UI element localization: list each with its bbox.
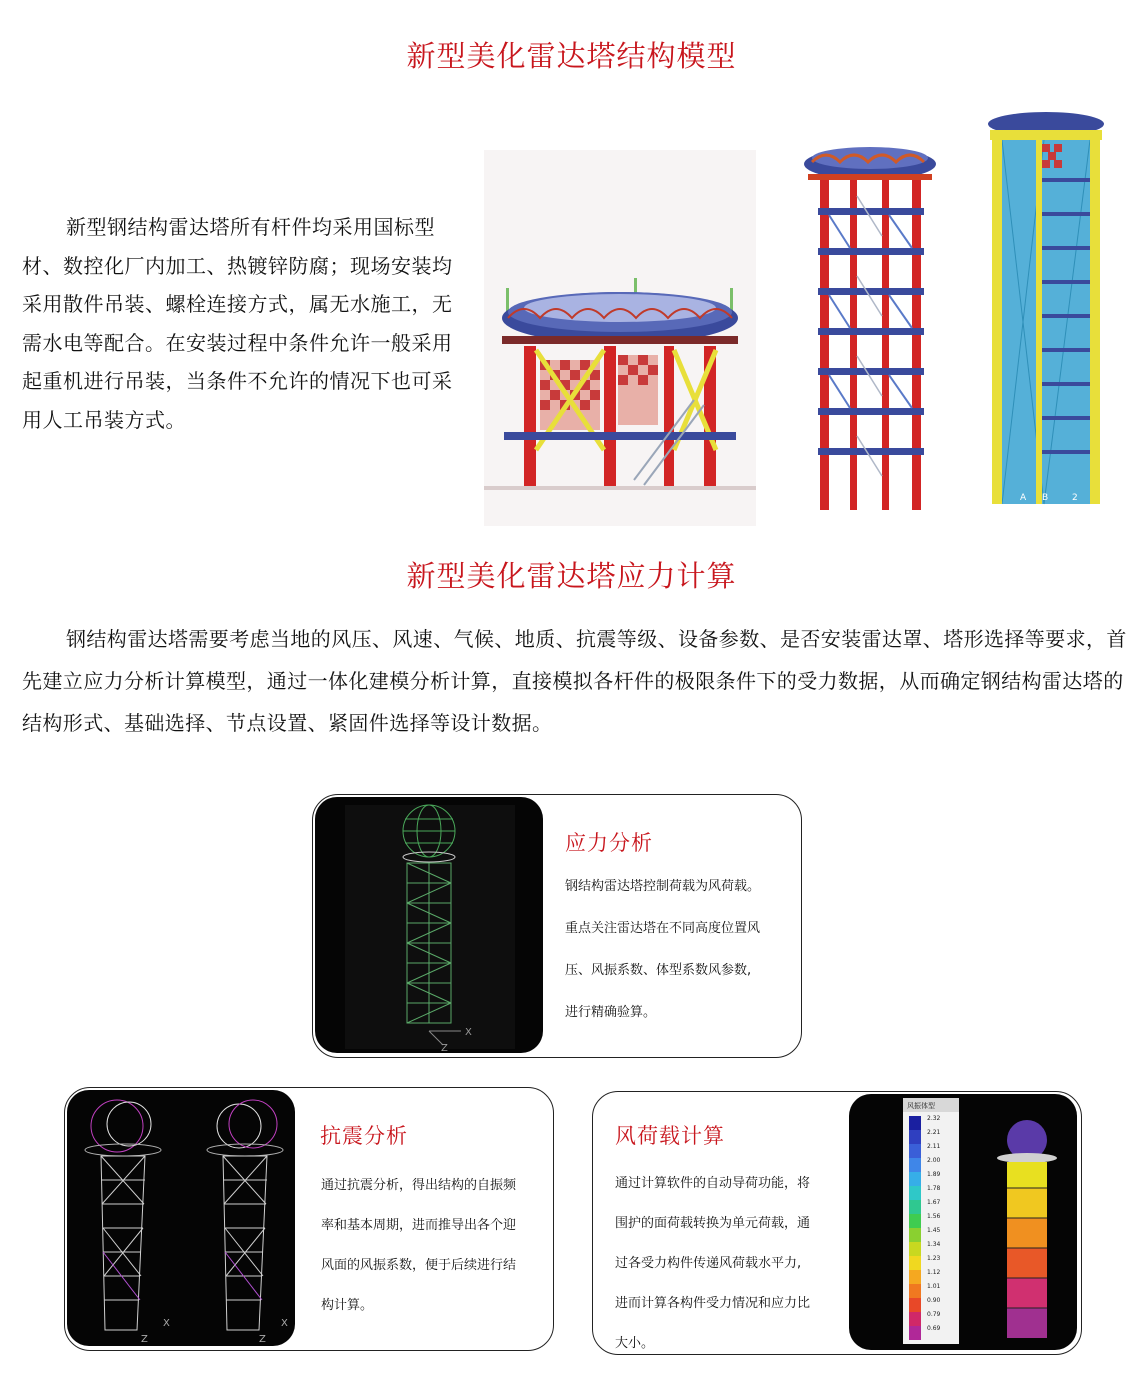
legend-swatch xyxy=(909,1116,921,1130)
legend-value: 2.11 xyxy=(927,1143,941,1150)
legend-swatch xyxy=(909,1284,921,1298)
card-title-wind: 风荷载计算 xyxy=(615,1124,725,1148)
legend-swatch xyxy=(909,1298,921,1312)
wind-line-3: 过各受力构件传递风荷载水平力, xyxy=(615,1256,802,1271)
seismic-axis-x-1: X xyxy=(163,1318,170,1329)
legend-value: 2.32 xyxy=(927,1115,941,1122)
card-wind-load xyxy=(592,1091,1082,1355)
legend-swatch xyxy=(909,1186,921,1200)
legend-value: 1.01 xyxy=(927,1283,941,1290)
seismic-line-3: 风面的风振系数，便于后续进行结 xyxy=(321,1258,517,1273)
wind-line-2: 围护的面荷载转换为单元荷载，通 xyxy=(615,1216,811,1231)
seismic-line-4: 构计算。 xyxy=(321,1298,374,1313)
tower-enclosed-render xyxy=(984,104,1116,512)
legend-swatch xyxy=(909,1326,921,1340)
seismic-axis-z-1: Z xyxy=(141,1334,148,1345)
legend-title: 风振体型 xyxy=(907,1102,935,1110)
legend-swatch xyxy=(909,1200,921,1214)
legend-swatch xyxy=(909,1144,921,1158)
legend-swatch xyxy=(909,1242,921,1256)
seismic-axis-z-2: Z xyxy=(259,1334,266,1345)
card-title-stress: 应力分析 xyxy=(565,831,653,855)
card-text-stress xyxy=(565,873,797,1027)
legend-swatch xyxy=(909,1172,921,1186)
legend-value: 0.90 xyxy=(927,1297,941,1304)
legend-swatch xyxy=(909,1228,921,1242)
axis-label-b: B xyxy=(1042,493,1049,503)
structure-model-description xyxy=(22,208,467,439)
legend-value: 1.34 xyxy=(927,1241,941,1248)
legend-value: 2.00 xyxy=(927,1157,941,1164)
section-title-structure-model: 新型美化雷达塔结构模型 xyxy=(406,39,737,73)
legend-value: 1.78 xyxy=(927,1185,941,1192)
legend-swatch xyxy=(909,1130,921,1144)
tower-platform-render xyxy=(484,150,756,526)
axis-label-2: 2 xyxy=(1072,493,1078,503)
tower-lattice-render xyxy=(800,136,940,520)
card-title-seismic: 抗震分析 xyxy=(320,1124,408,1148)
legend-value: 1.23 xyxy=(927,1255,941,1262)
stress-calculation-description xyxy=(22,618,1127,744)
card-stress-analysis xyxy=(312,794,802,1058)
wind-line-5: 大小。 xyxy=(615,1336,655,1351)
stress-line-4: 进行精确验算。 xyxy=(565,1005,657,1020)
card-seismic-analysis xyxy=(64,1087,554,1351)
axis-label-a: A xyxy=(1020,493,1027,503)
stress-line-3: 压、风振系数、体型系数风参数, xyxy=(565,963,752,978)
wind-line-4: 进而计算各构件受力情况和应力比 xyxy=(615,1296,811,1311)
wind-load-image xyxy=(849,1094,1077,1350)
seismic-line-1: 通过抗震分析，得出结构的自振频 xyxy=(321,1178,517,1193)
legend-value: 0.79 xyxy=(927,1311,941,1318)
legend-swatch xyxy=(909,1214,921,1228)
stress-axis-x: X xyxy=(465,1027,472,1038)
card-text-seismic xyxy=(321,1166,549,1326)
stress-model-image xyxy=(315,797,543,1053)
structure-model-text: 新型钢结构雷达塔所有杆件均采用国标型材、数控化厂内加工、热镀锌防腐；现场安装均采用散件吊装、螺栓连接方式，属无水施工，无需水电等配合。在安装过程中条件允许一般采用起重机进行吊装，当条件不允许的情况下也可采用人工吊装方式。 xyxy=(22,215,453,432)
legend-value: 1.89 xyxy=(927,1171,941,1178)
legend-value: 1.12 xyxy=(927,1269,941,1276)
seismic-line-2: 率和基本周期，进而推导出各个迎 xyxy=(321,1218,517,1233)
stress-calculation-text: 钢结构雷达塔需要考虑当地的风压、风速、气候、地质、抗震等级、设备参数、是否安装雷达罩、塔形选择等要求，首先建立应力分析计算模型，通过一体化建模分析计算，直接模拟各杆件的极限条件下的受力数据，从而确定钢结构雷达塔的结构形式、基础选择、节点设置、紧固件选择等设计数据。 xyxy=(22,627,1127,735)
seismic-model-image xyxy=(67,1090,295,1346)
legend-swatch xyxy=(909,1256,921,1270)
card-text-wind xyxy=(615,1164,847,1355)
stress-line-2: 重点关注雷达塔在不同高度位置风 xyxy=(565,921,761,936)
legend-swatch xyxy=(909,1158,921,1172)
stress-axis-z: Z xyxy=(441,1043,448,1053)
wind-line-1: 通过计算软件的自动导荷功能，将 xyxy=(615,1176,811,1191)
legend-value: 2.21 xyxy=(927,1129,941,1136)
legend-swatch xyxy=(909,1312,921,1326)
legend-value: 1.56 xyxy=(927,1213,941,1220)
legend-swatch xyxy=(909,1270,921,1284)
section-title-stress-calculation: 新型美化雷达塔应力计算 xyxy=(406,559,737,593)
legend-value: 0.69 xyxy=(927,1325,941,1332)
legend-value: 1.67 xyxy=(927,1199,941,1206)
stress-line-1: 钢结构雷达塔控制荷载为风荷载。 xyxy=(565,879,761,894)
seismic-axis-x-2: X xyxy=(281,1318,288,1329)
legend-value: 1.45 xyxy=(927,1227,941,1234)
